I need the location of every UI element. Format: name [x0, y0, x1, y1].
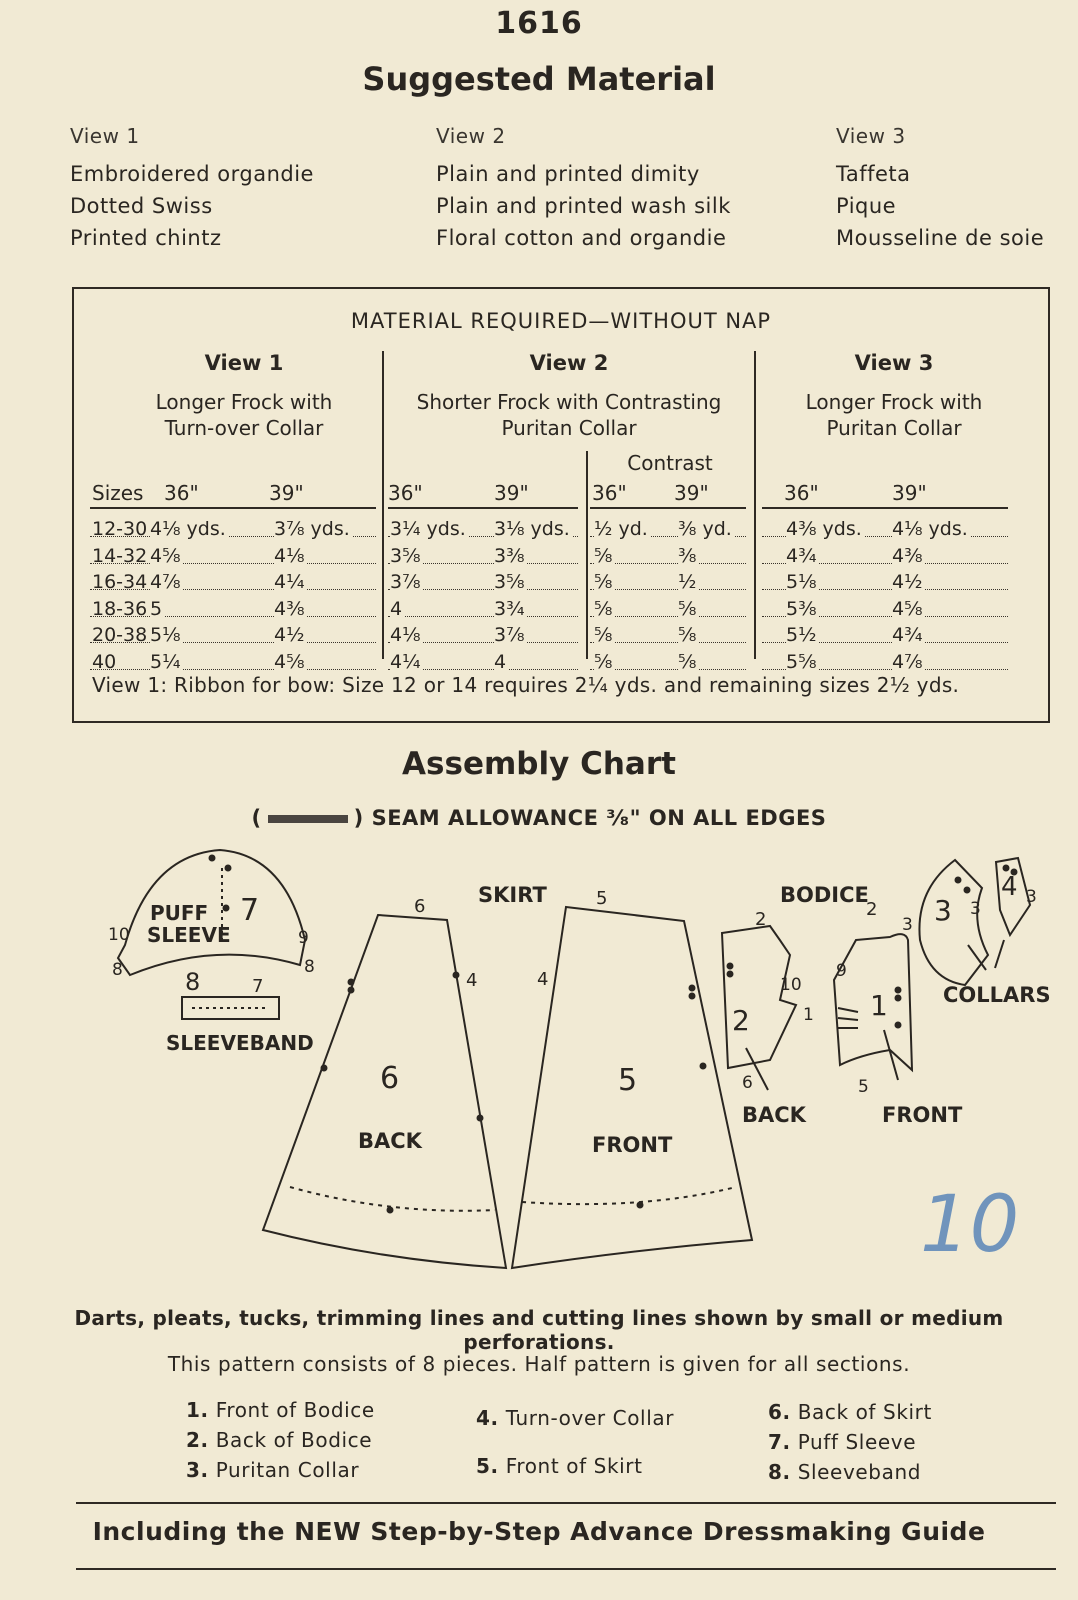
- yardage-cell: 4³⁄₈ yds.: [786, 518, 862, 540]
- notch-number-5: 5: [858, 1077, 869, 1097]
- piece-name: Puritan Collar: [215, 1458, 360, 1482]
- yardage-cell: 3¹⁄₄ yds.: [390, 518, 466, 540]
- table-view-3-heading: View 3: [854, 351, 934, 375]
- piece-num: 2.: [186, 1428, 209, 1452]
- notch-number-8: 8: [112, 960, 123, 980]
- footer-rule-top: [76, 1502, 1056, 1504]
- material-item: Taffeta: [836, 162, 911, 186]
- yardage-cell: ⁵⁄₈: [678, 597, 697, 620]
- yardage-cell: 4¹⁄₈ yds.: [892, 518, 968, 540]
- col-36-header: 36": [784, 481, 819, 505]
- notch-number-1: 1: [803, 1005, 814, 1025]
- yardage-cell: 4³⁄₈: [274, 597, 305, 620]
- bodice-label: BODICE: [780, 883, 869, 907]
- piece-num: 6.: [768, 1400, 791, 1424]
- yardage-cell: 4¹⁄₈: [390, 624, 421, 646]
- perforation-dot: [226, 866, 231, 871]
- yardage-cell: 4⁵⁄₈: [274, 650, 305, 673]
- dotted-leader: [90, 589, 376, 590]
- pattern-number: 1616: [495, 6, 583, 41]
- size-cell: 18-36: [92, 597, 148, 620]
- col-36-header: 36": [592, 481, 627, 505]
- piece-item: [186, 1428, 372, 1452]
- collars-label: COLLARS: [943, 983, 1051, 1007]
- desc-line: Turn-over Collar: [164, 416, 324, 440]
- perforation-dot: [224, 906, 229, 911]
- material-required-title: MATERIAL REQUIRED—WITHOUT NAP: [350, 309, 772, 333]
- piece-item: [186, 1398, 375, 1422]
- piece-name: Turn-over Collar: [505, 1406, 675, 1430]
- piece-number-5: 5: [618, 1063, 638, 1098]
- yardage-cell: 4: [390, 597, 403, 620]
- yardage-cell: 5: [150, 597, 163, 620]
- piece-name: Sleeveband: [797, 1460, 922, 1484]
- notch-number-9: 9: [298, 928, 309, 948]
- yardage-cell: 5¹⁄₂: [786, 624, 817, 646]
- yardage-cell: 5¹⁄₄: [150, 650, 181, 673]
- notch-number-6: 6: [742, 1073, 753, 1093]
- material-item: Plain and printed dimity: [436, 162, 700, 186]
- piece-name: Front of Skirt: [505, 1454, 643, 1478]
- dotted-leader: [90, 563, 376, 564]
- dressmaking-guide-line: Including the NEW Step-by-Step Advance Dressmaking Guide: [92, 1517, 986, 1546]
- suggested-material-title: Suggested Material: [362, 60, 716, 98]
- table-view-2-desc: [384, 389, 754, 441]
- yardage-cell: ⁵⁄₈: [594, 650, 613, 673]
- yardage-cell: 4³⁄₈: [892, 544, 923, 567]
- seam-open-paren: (: [251, 806, 262, 830]
- yardage-cell: 4⁷⁄₈: [892, 650, 923, 673]
- piece-item: [186, 1458, 359, 1482]
- piece-name: Back of Bodice: [215, 1428, 373, 1452]
- yardage-cell: 4¹⁄₄: [390, 650, 421, 673]
- table-view-1-heading: View 1: [204, 351, 284, 375]
- col-36-header: 36": [388, 481, 423, 505]
- yardage-cell: 4¹⁄₂: [274, 624, 305, 646]
- yardage-cell: 4¹⁄₈ yds.: [150, 518, 226, 540]
- view-heading: View 1: [70, 124, 140, 148]
- yardage-cell: 3⁵⁄₈: [494, 571, 525, 593]
- col-36-header: 36": [164, 481, 199, 505]
- dotted-leader: [90, 669, 376, 670]
- piece-number-3: 3: [934, 894, 952, 927]
- piece-name: Puff Sleeve: [797, 1430, 917, 1454]
- yardage-cell: ¹⁄₂: [678, 571, 697, 593]
- material-required-table: [72, 287, 1050, 723]
- piece-number-2: 2: [732, 1004, 750, 1037]
- yardage-cell: 5⁵⁄₈: [786, 650, 817, 673]
- piece-number-8: 8: [185, 968, 201, 996]
- piece-num: 4.: [476, 1406, 499, 1430]
- yardage-cell: 3⁷⁄₈: [390, 571, 421, 593]
- contrast-label: Contrast: [627, 451, 713, 475]
- bodice-back-piece: [722, 926, 796, 1068]
- column-divider: [382, 351, 384, 659]
- col-39-header: 39": [674, 481, 709, 505]
- column-divider: [754, 351, 756, 659]
- suggested-view-1: [70, 120, 314, 254]
- notch-number-2: 2: [755, 909, 767, 930]
- yardage-cell: ⁵⁄₈: [594, 544, 613, 567]
- notch-number-6: 6: [414, 896, 426, 917]
- dotted-leader: [90, 642, 376, 643]
- yardage-cell: 3⁷⁄₈ yds.: [274, 518, 350, 540]
- size-cell: 14-32: [92, 544, 148, 567]
- material-item: Floral cotton and organdie: [436, 226, 727, 250]
- piece-number-7: 7: [240, 893, 260, 928]
- seam-allowance-text: ) SEAM ALLOWANCE ³⁄₈" ON ALL EDGES: [353, 806, 827, 830]
- handwritten-number: 10: [920, 1180, 1020, 1270]
- assembly-chart-title: Assembly Chart: [402, 746, 676, 782]
- yardage-cell: 4: [494, 650, 507, 673]
- yardage-cell: 5³⁄₈: [786, 597, 817, 620]
- front-label: FRONT: [882, 1103, 963, 1127]
- yardage-cell: ⁵⁄₈: [594, 624, 613, 646]
- desc-line: Puritan Collar: [501, 416, 637, 440]
- yardage-cell: 4³⁄₄: [892, 624, 923, 646]
- yardage-cell: 3⁵⁄₈: [390, 544, 421, 567]
- piece-number-1: 1: [870, 989, 888, 1022]
- yardage-cell: 5¹⁄₈: [786, 571, 817, 593]
- yardage-cell: 3¹⁄₈ yds.: [494, 518, 570, 540]
- header-rule: [762, 507, 1008, 509]
- col-39-header: 39": [892, 481, 927, 505]
- size-cell: 16-34: [92, 571, 148, 593]
- piece-num: 7.: [768, 1430, 791, 1454]
- sleeveband-label: SLEEVEBAND: [166, 1031, 314, 1055]
- table-view-1-desc: [114, 389, 374, 441]
- suggested-view-2: [436, 120, 731, 254]
- header-rule: [590, 507, 746, 509]
- view-heading: View 3: [836, 124, 906, 148]
- piece-name: Back of Skirt: [797, 1400, 932, 1424]
- size-cell: 40: [92, 650, 117, 673]
- notch-number-2: 2: [866, 899, 878, 920]
- desc-line: Longer Frock with: [155, 390, 333, 414]
- col-39-header: 39": [269, 481, 304, 505]
- notch-number-4: 4: [537, 969, 549, 990]
- piece-number-6: 6: [380, 1061, 400, 1096]
- puff-sleeve-piece: [118, 850, 305, 975]
- yardage-cell: 4⁵⁄₈: [892, 597, 923, 620]
- notch-number-10: 10: [780, 975, 802, 995]
- material-item: Plain and printed wash silk: [436, 194, 731, 218]
- notch-number-3: 3: [902, 915, 913, 935]
- perforation-note: Darts, pleats, tucks, trimming lines and cutting lines shown by small or medium perforations.: [74, 1306, 1004, 1354]
- yardage-cell: 3⁷⁄₈: [494, 624, 525, 646]
- seam-allowance-note: [0, 806, 1078, 830]
- yardage-cell: ⁵⁄₈: [594, 597, 613, 620]
- seam-line-sample: [268, 815, 348, 823]
- yardage-cell: ³⁄₈ yd.: [678, 518, 732, 540]
- notch-number-4: 4: [466, 970, 478, 991]
- back-label: BACK: [742, 1103, 806, 1127]
- pieces-note: This pattern consists of 8 pieces. Half pattern is given for all sections.: [167, 1352, 911, 1376]
- yardage-cell: ⁵⁄₈: [678, 624, 697, 646]
- notch-number-8: 8: [304, 957, 315, 977]
- yardage-cell: 3³⁄₈: [494, 544, 525, 567]
- desc-line: Puritan Collar: [826, 416, 962, 440]
- back-label: BACK: [358, 1129, 422, 1153]
- piece-num: 3.: [186, 1458, 209, 1482]
- piece-item: [476, 1406, 674, 1430]
- puff-label: PUFF: [150, 901, 209, 925]
- notch-number-3: 3: [1026, 887, 1037, 907]
- dotted-leader: [388, 616, 578, 617]
- notch-number-9: 9: [836, 961, 847, 981]
- piece-num: 1.: [186, 1398, 209, 1422]
- front-label: FRONT: [592, 1133, 673, 1157]
- sleeve-label: SLEEVE: [147, 923, 231, 947]
- perforation-dot: [210, 856, 215, 861]
- piece-name: Front of Bodice: [215, 1398, 375, 1422]
- yardage-cell: 4¹⁄₈: [274, 544, 305, 567]
- skirt-label: SKIRT: [478, 883, 547, 907]
- piece-num: 5.: [476, 1454, 499, 1478]
- yardage-cell: 3³⁄₄: [494, 597, 525, 620]
- header-rule: [388, 507, 578, 509]
- desc-line: Longer Frock with: [805, 390, 983, 414]
- material-item: Embroidered organdie: [70, 162, 314, 186]
- yardage-cell: ⁵⁄₈: [594, 571, 613, 593]
- yardage-cell: 4³⁄₄: [786, 544, 817, 567]
- yardage-cell: ⁵⁄₈: [678, 650, 697, 673]
- col-39-header: 39": [494, 481, 529, 505]
- notch-number-5: 5: [596, 888, 608, 909]
- notch-number-7: 7: [252, 976, 264, 997]
- piece-item: [768, 1430, 916, 1454]
- yardage-cell: ³⁄₈: [678, 544, 697, 567]
- sizes-header: Sizes: [92, 481, 144, 505]
- material-item: Printed chintz: [70, 226, 222, 250]
- ribbon-note: View 1: Ribbon for bow: Size 12 or 14 requires 2¹⁄₄ yds. and remaining sizes 2¹⁄₂ yds.: [92, 673, 960, 697]
- yardage-cell: 4¹⁄₂: [892, 571, 923, 593]
- material-item: Dotted Swiss: [70, 194, 213, 218]
- yardage-cell: 4⁷⁄₈: [150, 571, 181, 593]
- notch-number-3: 3: [970, 899, 981, 919]
- table-view-2-heading: View 2: [529, 351, 609, 375]
- piece-item: [768, 1460, 921, 1484]
- column-divider: [586, 451, 588, 659]
- size-cell: 12-30: [92, 518, 148, 540]
- material-item: Pique: [836, 194, 897, 218]
- suggested-view-3: [836, 120, 1044, 254]
- piece-item: [476, 1454, 643, 1478]
- size-cell: 20-38: [92, 624, 148, 646]
- dotted-leader: [90, 616, 376, 617]
- piece-item: [768, 1400, 932, 1424]
- piece-num: 8.: [768, 1460, 791, 1484]
- piece-number-4: 4: [1001, 872, 1018, 902]
- yardage-cell: ¹⁄₂ yd.: [594, 518, 648, 540]
- material-item: Mousseline de soie: [836, 226, 1045, 250]
- table-view-3-desc: [764, 389, 1024, 441]
- view-heading: View 2: [436, 124, 506, 148]
- header-rule: [90, 507, 376, 509]
- footer-rule-bottom: [76, 1568, 1056, 1570]
- notch-number-10: 10: [108, 925, 130, 945]
- yardage-cell: 4¹⁄₄: [274, 571, 305, 593]
- puritan-collar-piece: [919, 860, 988, 985]
- yardage-cell: 4⁵⁄₈: [150, 544, 181, 567]
- yardage-cell: 5¹⁄₈: [150, 624, 181, 646]
- desc-line: Shorter Frock with Contrasting: [416, 390, 722, 414]
- assembly-diagram: [0, 840, 1078, 1280]
